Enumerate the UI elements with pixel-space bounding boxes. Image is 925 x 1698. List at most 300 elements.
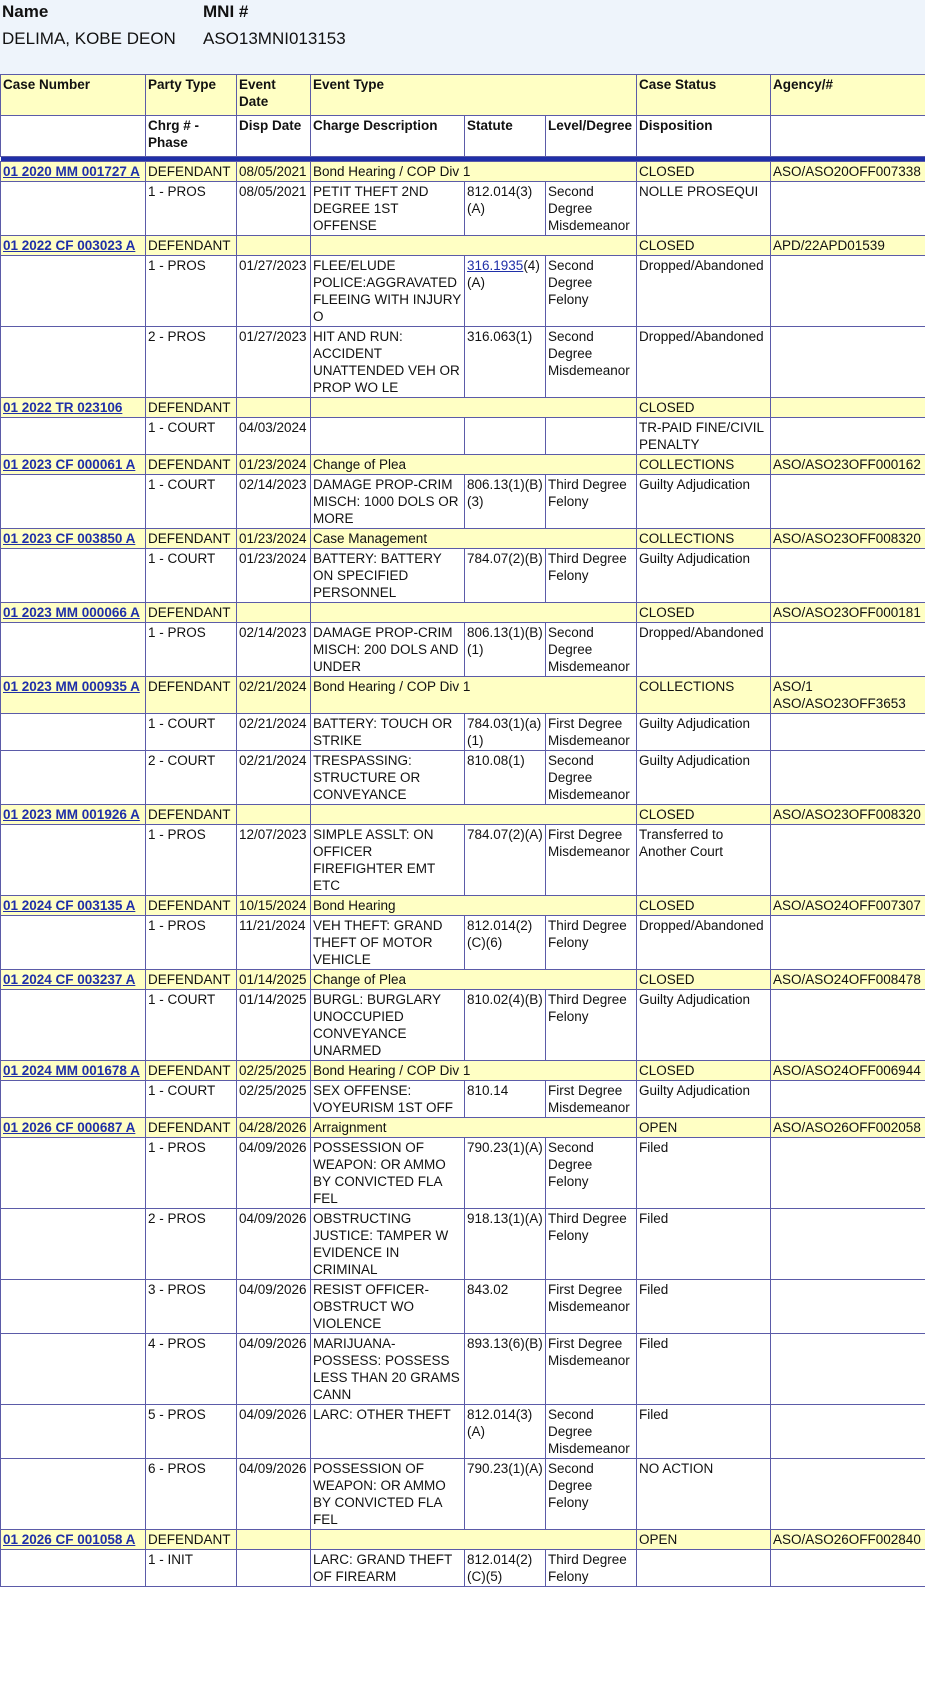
agency-number: ASO/ASO23OFF008320 [771,805,925,825]
charge-blank-2 [771,549,925,603]
agency-number: ASO/ASO24OFF007307 [771,896,925,916]
charge-blank [1,1405,146,1459]
disposition: Guilty Adjudication [637,1081,771,1118]
disposition: Filed [637,1280,771,1334]
charge-blank-2 [771,751,925,805]
charge-blank [1,327,146,398]
statute: 790.23(1)(A) [465,1138,546,1209]
case-number-cell [1,1118,146,1138]
disp-date: 01/27/2023 [237,256,311,327]
disp-date: 01/14/2025 [237,990,311,1061]
disp-date: 04/09/2026 [237,1405,311,1459]
case-row [1,603,925,623]
charge-number-phase: 1 - COURT [146,475,237,529]
agency-number: ASO/ASO23OFF000162 [771,455,925,475]
charge-row [1,1405,925,1459]
charge-row [1,1334,925,1405]
disp-date: 04/09/2026 [237,1334,311,1405]
event-date [237,603,311,623]
charge-description: DAMAGE PROP-CRIM MISCH: 1000 DOLS OR MORE [311,475,465,529]
case-status: CLOSED [637,398,771,418]
col-party-type: Party Type [146,75,237,116]
person-header [0,0,925,74]
level-degree: Second Degree Misdemeanor [546,327,637,398]
case-number-cell [1,162,146,182]
case-row [1,1530,925,1550]
level-degree [546,418,637,455]
case-number-link[interactable]: 01 2024 CF 003135 A [3,898,136,913]
event-date: 01/14/2025 [237,970,311,990]
charge-blank-2 [771,327,925,398]
case-number-link[interactable]: 01 2023 MM 001926 A [3,807,140,822]
statute: 806.13(1)(B)(1) [465,623,546,677]
col-case-number: Case Number [1,75,146,116]
level-degree: Third Degree Felony [546,990,637,1061]
disp-date: 04/03/2024 [237,418,311,455]
party-type: DEFENDANT [146,896,237,916]
statute: 316.063(1) [465,327,546,398]
event-date [237,398,311,418]
case-row [1,162,925,182]
disp-date: 01/23/2024 [237,549,311,603]
case-number-cell [1,603,146,623]
disposition: Guilty Adjudication [637,751,771,805]
charge-number-phase: 1 - INIT [146,1550,237,1587]
charge-number-phase: 1 - PROS [146,916,237,970]
disposition: Transferred to Another Court [637,825,771,896]
case-status: COLLECTIONS [637,677,771,714]
charge-number-phase: 1 - PROS [146,825,237,896]
level-degree: Second Degree Felony [546,1459,637,1530]
charge-row [1,418,925,455]
case-row [1,896,925,916]
charge-description: HIT AND RUN: ACCIDENT UNATTENDED VEH OR PROP WO LE [311,327,465,398]
event-date: 01/23/2024 [237,455,311,475]
charge-description: BATTERY: TOUCH OR STRIKE [311,714,465,751]
charge-blank [1,549,146,603]
level-degree: Second Degree Felony [546,1138,637,1209]
party-type: DEFENDANT [146,1530,237,1550]
charge-row [1,916,925,970]
charge-blank-2 [771,1209,925,1280]
disp-date: 02/21/2024 [237,714,311,751]
statute: 784.03(1)(a)(1) [465,714,546,751]
charge-row [1,256,925,327]
charge-row [1,1209,925,1280]
statute: 810.02(4)(B) [465,990,546,1061]
statute: 806.13(1)(B)(3) [465,475,546,529]
case-number-link[interactable]: 01 2024 CF 003237 A [3,972,136,987]
event-type [311,1530,637,1550]
event-date [237,1530,311,1550]
case-status: CLOSED [637,970,771,990]
charge-row [1,1550,925,1587]
agency-number: ASO/ASO23OFF000181 [771,603,925,623]
event-date: 08/05/2021 [237,162,311,182]
charge-number-phase: 2 - COURT [146,751,237,805]
charge-blank [1,825,146,896]
charge-blank-2 [771,990,925,1061]
party-type: DEFENDANT [146,529,237,549]
charge-blank-2 [771,1138,925,1209]
level-degree: First Degree Misdemeanor [546,1334,637,1405]
charge-blank-2 [771,475,925,529]
agency-number: ASO/1 ASO/ASO23OFF3653 [771,677,925,714]
charge-row [1,825,925,896]
agency-number: ASO/ASO26OFF002058 [771,1118,925,1138]
statute [465,418,546,455]
statute [465,256,546,327]
case-number-cell [1,1061,146,1081]
event-type [311,398,637,418]
statute: 893.13(6)(B) [465,1334,546,1405]
charge-blank-2 [771,1550,925,1587]
col-charge-description: Charge Description [311,116,465,157]
case-number-link[interactable]: 01 2023 CF 000061 A [3,457,136,472]
case-row [1,805,925,825]
case-number-cell [1,896,146,916]
event-type [311,805,637,825]
agency-number: ASO/ASO24OFF008478 [771,970,925,990]
charge-number-phase: 6 - PROS [146,1459,237,1530]
col-blank-2 [771,116,925,157]
case-number-link[interactable]: 01 2024 MM 001678 A [3,1063,140,1078]
charge-row [1,475,925,529]
case-number-link[interactable]: 01 2022 CF 003023 A [3,238,136,253]
level-degree: Second Degree Misdemeanor [546,182,637,236]
event-date: 02/25/2025 [237,1061,311,1081]
case-number-cell [1,398,146,418]
agency-number [771,398,925,418]
case-status: OPEN [637,1118,771,1138]
disposition: TR-PAID FINE/CIVIL PENALTY [637,418,771,455]
charge-blank [1,1280,146,1334]
charge-description: OBSTRUCTING JUSTICE: TAMPER W EVIDENCE IN CRIMINAL [311,1209,465,1280]
charge-number-phase: 2 - PROS [146,1209,237,1280]
charge-description: LARC: OTHER THEFT [311,1405,465,1459]
col-chrg-phase: Chrg # - Phase [146,116,237,157]
disposition: Guilty Adjudication [637,714,771,751]
disposition: Filed [637,1405,771,1459]
disposition: NO ACTION [637,1459,771,1530]
charge-row [1,1081,925,1118]
charge-blank-2 [771,182,925,236]
level-degree: Second Degree Misdemeanor [546,751,637,805]
charge-number-phase: 1 - COURT [146,714,237,751]
event-type [311,603,637,623]
col-event-type: Event Type [311,75,637,116]
level-degree: Third Degree Felony [546,916,637,970]
charge-row [1,623,925,677]
level-degree: Second Degree Felony [546,256,637,327]
party-type: DEFENDANT [146,236,237,256]
charge-blank-2 [771,418,925,455]
charge-row [1,751,925,805]
charge-description: DAMAGE PROP-CRIM MISCH: 200 DOLS AND UNDER [311,623,465,677]
charge-row [1,1138,925,1209]
charge-number-phase: 5 - PROS [146,1405,237,1459]
statute: 810.08(1) [465,751,546,805]
party-type: DEFENDANT [146,1061,237,1081]
case-row [1,529,925,549]
charge-description: BURGL: BURGLARY UNOCCUPIED CONVEYANCE UNARMED [311,990,465,1061]
level-degree: Second Degree Misdemeanor [546,623,637,677]
event-type: Arraignment [311,1118,637,1138]
charge-row [1,182,925,236]
event-date [237,805,311,825]
charge-row [1,714,925,751]
agency-number: ASO/ASO23OFF008320 [771,529,925,549]
disposition: Dropped/Abandoned [637,916,771,970]
event-type: Change of Plea [311,455,637,475]
mni-label: MNI # [203,2,249,21]
disp-date: 04/09/2026 [237,1138,311,1209]
case-status: CLOSED [637,1061,771,1081]
charge-blank-2 [771,1334,925,1405]
charge-blank [1,1334,146,1405]
disposition: Guilty Adjudication [637,475,771,529]
case-number-link[interactable]: 01 2023 MM 000066 A [3,605,140,620]
mni-value: ASO13MNI013153 [203,29,346,48]
disposition: Dropped/Abandoned [637,623,771,677]
case-row [1,398,925,418]
statute: 790.23(1)(A) [465,1459,546,1530]
case-row [1,970,925,990]
charge-number-phase: 3 - PROS [146,1280,237,1334]
case-table [0,74,925,1587]
case-number-cell [1,677,146,714]
charge-blank [1,1550,146,1587]
charge-blank [1,916,146,970]
event-date: 10/15/2024 [237,896,311,916]
case-number-cell [1,1530,146,1550]
case-status: OPEN [637,1530,771,1550]
statute-link[interactable]: 316.1935 [467,258,524,273]
statute: 812.014(3)(A) [465,1405,546,1459]
party-type: DEFENDANT [146,162,237,182]
level-degree: First Degree Misdemeanor [546,714,637,751]
case-number-cell [1,455,146,475]
charge-description: LARC: GRAND THEFT OF FIREARM [311,1550,465,1587]
case-row [1,1061,925,1081]
case-status: COLLECTIONS [637,455,771,475]
case-list [1,162,925,1587]
event-type: Change of Plea [311,970,637,990]
charge-row [1,1459,925,1530]
charge-number-phase: 1 - PROS [146,256,237,327]
event-type: Bond Hearing / COP Div 1 [311,677,637,714]
col-agency: Agency/# [771,75,925,116]
statute: 812.014(3)(A) [465,182,546,236]
charge-number-phase: 2 - PROS [146,327,237,398]
agency-number: ASO/ASO26OFF002840 [771,1530,925,1550]
charge-blank-2 [771,623,925,677]
charge-description: PETIT THEFT 2ND DEGREE 1ST OFFENSE [311,182,465,236]
charge-description: POSSESSION OF WEAPON: OR AMMO BY CONVICTED FLA FEL [311,1459,465,1530]
charge-blank [1,1459,146,1530]
disp-date: 01/27/2023 [237,327,311,398]
event-date: 02/21/2024 [237,677,311,714]
charge-blank-2 [771,714,925,751]
case-number-link[interactable]: 01 2026 CF 000687 A [3,1120,136,1135]
disposition: Dropped/Abandoned [637,327,771,398]
charge-number-phase: 1 - COURT [146,418,237,455]
party-type: DEFENDANT [146,603,237,623]
party-type: DEFENDANT [146,805,237,825]
level-degree: First Degree Misdemeanor [546,1280,637,1334]
statute-suffix: (4)(A) [467,258,540,290]
level-degree: Third Degree Felony [546,1550,637,1587]
charge-blank [1,623,146,677]
disposition: Guilty Adjudication [637,990,771,1061]
party-type: DEFENDANT [146,677,237,714]
disp-date: 04/09/2026 [237,1280,311,1334]
case-number-cell [1,236,146,256]
statute: 918.13(1)(A) [465,1209,546,1280]
disp-date [237,1550,311,1587]
charge-row [1,549,925,603]
level-degree: Third Degree Felony [546,1209,637,1280]
case-row [1,236,925,256]
agency-number: ASO/ASO20OFF007338 [771,162,925,182]
col-case-status: Case Status [637,75,771,116]
charge-number-phase: 1 - PROS [146,182,237,236]
event-type: Case Management [311,529,637,549]
disp-date: 02/14/2023 [237,623,311,677]
charge-blank [1,418,146,455]
case-status: CLOSED [637,896,771,916]
col-blank [1,116,146,157]
statute: 810.14 [465,1081,546,1118]
level-degree: Third Degree Felony [546,475,637,529]
col-disposition: Disposition [637,116,771,157]
charge-number-phase: 1 - COURT [146,549,237,603]
col-disp-date: Disp Date [237,116,311,157]
case-number-link[interactable]: 01 2020 MM 001727 A [3,164,140,179]
event-type: Bond Hearing / COP Div 1 [311,162,637,182]
case-number-link[interactable]: 01 2023 CF 003850 A [3,531,136,546]
event-date: 01/23/2024 [237,529,311,549]
disp-date: 02/14/2023 [237,475,311,529]
charge-blank-2 [771,825,925,896]
level-degree: First Degree Misdemeanor [546,825,637,896]
col-event-date: Event Date [237,75,311,116]
disp-date: 04/09/2026 [237,1459,311,1530]
statute: 843.02 [465,1280,546,1334]
charge-blank-2 [771,256,925,327]
charge-blank [1,1081,146,1118]
charge-row [1,327,925,398]
level-degree: Second Degree Misdemeanor [546,1405,637,1459]
event-type: Bond Hearing [311,896,637,916]
header-row-1 [1,75,925,116]
disposition: Filed [637,1334,771,1405]
charge-description: SIMPLE ASSLT: ON OFFICER FIREFIGHTER EMT ETC [311,825,465,896]
charge-blank [1,714,146,751]
statute: 784.07(2)(B) [465,549,546,603]
case-row [1,677,925,714]
charge-blank [1,751,146,805]
disposition: Filed [637,1209,771,1280]
disp-date: 11/21/2024 [237,916,311,970]
disposition: NOLLE PROSEQUI [637,182,771,236]
party-type: DEFENDANT [146,455,237,475]
header-row-2 [1,116,925,157]
disp-date: 04/09/2026 [237,1209,311,1280]
charge-description [311,418,465,455]
agency-number: APD/22APD01539 [771,236,925,256]
disp-date: 02/25/2025 [237,1081,311,1118]
col-statute: Statute [465,116,546,157]
charge-number-phase: 1 - COURT [146,1081,237,1118]
charge-blank [1,256,146,327]
party-type: DEFENDANT [146,398,237,418]
charge-number-phase: 1 - PROS [146,1138,237,1209]
event-date [237,236,311,256]
charge-number-phase: 1 - COURT [146,990,237,1061]
disp-date: 12/07/2023 [237,825,311,896]
disp-date: 08/05/2021 [237,182,311,236]
charge-blank [1,990,146,1061]
statute: 812.014(2)(C)(6) [465,916,546,970]
level-degree: Third Degree Felony [546,549,637,603]
party-type: DEFENDANT [146,970,237,990]
case-number-link[interactable]: 01 2023 MM 000935 A [3,679,140,694]
case-status: CLOSED [637,805,771,825]
case-status: COLLECTIONS [637,529,771,549]
case-number-cell [1,970,146,990]
charge-blank-2 [771,1280,925,1334]
case-number-cell [1,805,146,825]
case-row [1,455,925,475]
person-name: DELIMA, KOBE DEON [2,29,176,48]
charge-blank-2 [771,1459,925,1530]
name-label: Name [2,2,49,21]
charge-blank [1,475,146,529]
charge-description: RESIST OFFICER-OBSTRUCT WO VIOLENCE [311,1280,465,1334]
party-type: DEFENDANT [146,1118,237,1138]
case-status: CLOSED [637,236,771,256]
agency-number: ASO/ASO24OFF006944 [771,1061,925,1081]
charge-description: TRESPASSING: STRUCTURE OR CONVEYANCE [311,751,465,805]
charge-blank-2 [771,916,925,970]
charge-description: POSSESSION OF WEAPON: OR AMMO BY CONVICTED FLA FEL [311,1138,465,1209]
charge-description: MARIJUANA-POSSESS: POSSESS LESS THAN 20 GRAMS CANN [311,1334,465,1405]
level-degree: First Degree Misdemeanor [546,1081,637,1118]
event-type: Bond Hearing / COP Div 1 [311,1061,637,1081]
disposition: Guilty Adjudication [637,549,771,603]
case-status: CLOSED [637,603,771,623]
charge-description: FLEE/ELUDE POLICE:AGGRAVATED FLEEING WITH INJURY O [311,256,465,327]
charge-description: BATTERY: BATTERY ON SPECIFIED PERSONNEL [311,549,465,603]
charge-blank [1,1138,146,1209]
charge-blank [1,1209,146,1280]
statute: 812.014(2)(C)(5) [465,1550,546,1587]
charge-number-phase: 1 - PROS [146,623,237,677]
charge-row [1,990,925,1061]
case-number-link[interactable]: 01 2026 CF 001058 A [3,1532,136,1547]
case-status: CLOSED [637,162,771,182]
disposition [637,1550,771,1587]
charge-blank [1,182,146,236]
case-number-link[interactable]: 01 2022 TR 023106 [3,400,123,415]
charge-description: VEH THEFT: GRAND THEFT OF MOTOR VEHICLE [311,916,465,970]
disposition: Filed [637,1138,771,1209]
statute: 784.07(2)(A) [465,825,546,896]
disp-date: 02/21/2024 [237,751,311,805]
event-date: 04/28/2026 [237,1118,311,1138]
case-row [1,1118,925,1138]
